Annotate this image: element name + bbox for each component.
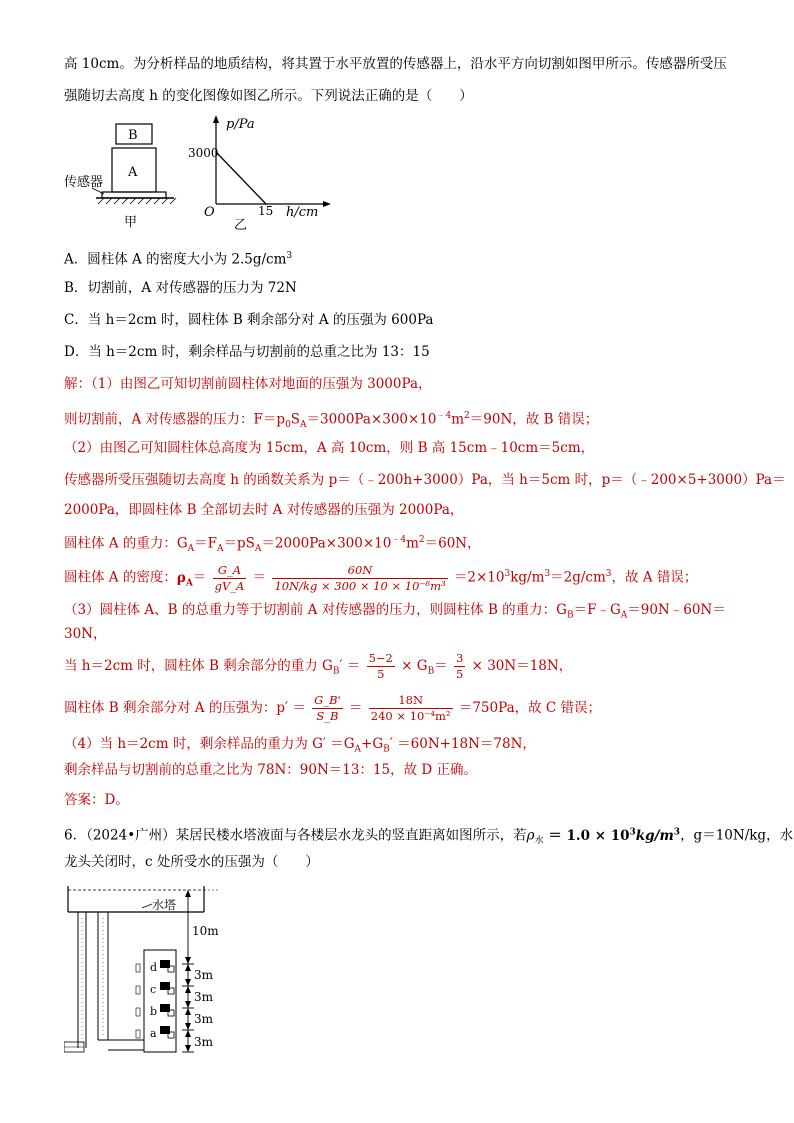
pressure-fraction-2: $\frac{18N}{\text{240 × 10⁻⁴m²}}$ — [370, 693, 451, 723]
solution-line-10: 当 h＝2cm 时，圆柱体 B 剩余部分的重力 $G_B'$ ＝ $\frac{5-2}{5}$ × $G_B=$ $\frac{3}{5}$ × 30N＝18N， — [64, 651, 573, 681]
label-a: A — [128, 165, 138, 180]
problem6-line-2: 龙头关闭时，c 处所受水的压强为（ ） — [64, 854, 319, 870]
figure-yi-graph — [186, 112, 336, 234]
dim-3m-2: 3m — [194, 990, 214, 1004]
solution-line-5: 2000Pa，即圆柱体 B 全部切去时 A 对传感器的压强为 2000Pa， — [64, 502, 464, 518]
svg-text:a: a — [150, 1027, 157, 1040]
density-fraction-1: $\frac{G\_A}{gV\_A}$ — [214, 562, 245, 593]
solution-line-3: （2）由图乙可知圆柱体总高度为 15cm，A 高 10cm，则 B 高 15cm﹣10cm＝5cm， — [64, 440, 595, 456]
option-d: D．当 h＝2cm 时，剩余样品与切割前的总重之比为 13：15 — [64, 344, 430, 360]
pressure-fraction-1: $\frac{G\_B'}{S\_B}$ — [314, 693, 341, 723]
dim-3m-1: 3m — [194, 968, 214, 982]
option-a: A．圆柱体 A 的密度大小为 $2.5g/cm^3$ — [64, 251, 293, 268]
option-b: B．切割前，A 对传感器的压力为 72N — [64, 280, 297, 296]
solution-line-12: （4）当 h＝2cm 时，剩余样品的重力为 $G' =G_A+G_B' =60N+18N=78N$， — [64, 736, 536, 755]
x-axis-label: h/cm — [286, 205, 319, 220]
svg-text:c: c — [150, 983, 157, 996]
ratio-fraction-2: $\frac{3}{5}$ — [455, 651, 464, 681]
tap-c — [150, 982, 174, 996]
caption-yi: 乙 — [234, 218, 248, 233]
caption-jia: 甲 — [124, 215, 138, 230]
tap-b — [150, 1004, 174, 1018]
ratio-fraction-1: $\frac{5-2}{5}$ — [368, 651, 393, 681]
density-fraction-2: $\frac{60N}{\text{10N/kg × 300 × 10 × 10⁻⁶m³}}$ — [274, 562, 446, 593]
x-tick-15: 15 — [258, 204, 274, 218]
solution-line-11: 圆柱体 B 剩余部分对 A 的压强为：p′ ＝ $\frac{G\_B'}{S\_B}$ ＝ $\frac{18N}{\text{240 × 10⁻⁴m²}}$ ＝750Pa，故 C 错误； — [64, 693, 602, 723]
solution-line-7: 圆柱体 A 的密度：$\rho_A=$ $\frac{G\_A}{gV\_A}$ ＝ $\frac{60N}{\text{10N/kg × 300 × 10 × 10⁻⁶m³}}$ $=2\times 10^3kg/m^3=2g/cm^3$，故 A 错误； — [64, 562, 698, 593]
water-tower-figure — [64, 878, 234, 1060]
answer-line: 答案：D。 — [64, 792, 129, 808]
tap-a — [150, 1026, 174, 1040]
tower-label: 水塔 — [152, 898, 177, 912]
svg-text:b: b — [150, 1005, 158, 1018]
solution-line-13: 剩余样品与切割前的总重之比为 78N：90N＝13：15，故 D 正确。 — [64, 762, 478, 778]
svg-text:d: d — [150, 961, 158, 974]
solution-line-1: 解：（1）由图乙可知切割前圆柱体对地面的压强为 3000Pa， — [64, 376, 432, 392]
solution-line-2: 则切割前，A 对传感器的压力：$F=p_0S_A=3000Pa\times 300\times 10^{﹣4}m^2=90N$，故 B 错误； — [64, 411, 599, 431]
tap-d — [150, 960, 174, 974]
problem6-line-1: 6．（2024•广州）某居民楼水塔液面与各楼层水龙头的竖直距离如图所示，若$\rho_水 = 1.0 \times 10^3kg/m^3$，g＝10N/kg，水 — [64, 827, 794, 847]
pressure-line — [216, 152, 266, 204]
y-tick-3000: 3000 — [188, 146, 219, 160]
problem-stem-line-2: 强随切去高度 h 的变化图像如图乙所示。下列说法正确的是（ ） — [64, 88, 473, 104]
dim-10m: 10m — [192, 924, 219, 938]
y-axis-label: p/Pa — [226, 117, 255, 132]
solution-line-6: 圆柱体 A 的重力：$G_A=F_A=pS_A=2000Pa\times 300\times 10^{﹣4}m^2=60N$， — [64, 535, 481, 555]
origin-label: O — [204, 205, 215, 220]
label-b: B — [128, 128, 138, 143]
sensor-label: 传感器 — [64, 175, 104, 190]
dim-3m-4: 3m — [194, 1035, 214, 1049]
solution-line-4: 传感器所受压强随切去高度 h 的函数关系为 p＝（﹣200h+3000）Pa，当 h＝5cm 时，p＝（﹣200×5+3000）Pa＝ — [64, 472, 786, 488]
dim-3m-3: 3m — [194, 1012, 214, 1026]
solution-line-8: （3）圆柱体 A、B 的总重力等于切割前 A 对传感器的压力，则圆柱体 B 的重力：$G_B=F﹣G_A=90N﹣60N=$ — [64, 602, 726, 621]
solution-line-9: 30N， — [64, 626, 107, 642]
figure-jia — [62, 118, 182, 230]
problem-stem-line-1: 高 10cm。为分析样品的地质结构，将其置于水平放置的传感器上，沿水平方向切割如图甲所示。传感器所受压 — [64, 56, 727, 72]
sensor-plate — [102, 192, 166, 198]
option-c: C．当 h＝2cm 时，圆柱体 B 剩余部分对 A 的压强为 600Pa — [64, 312, 434, 328]
